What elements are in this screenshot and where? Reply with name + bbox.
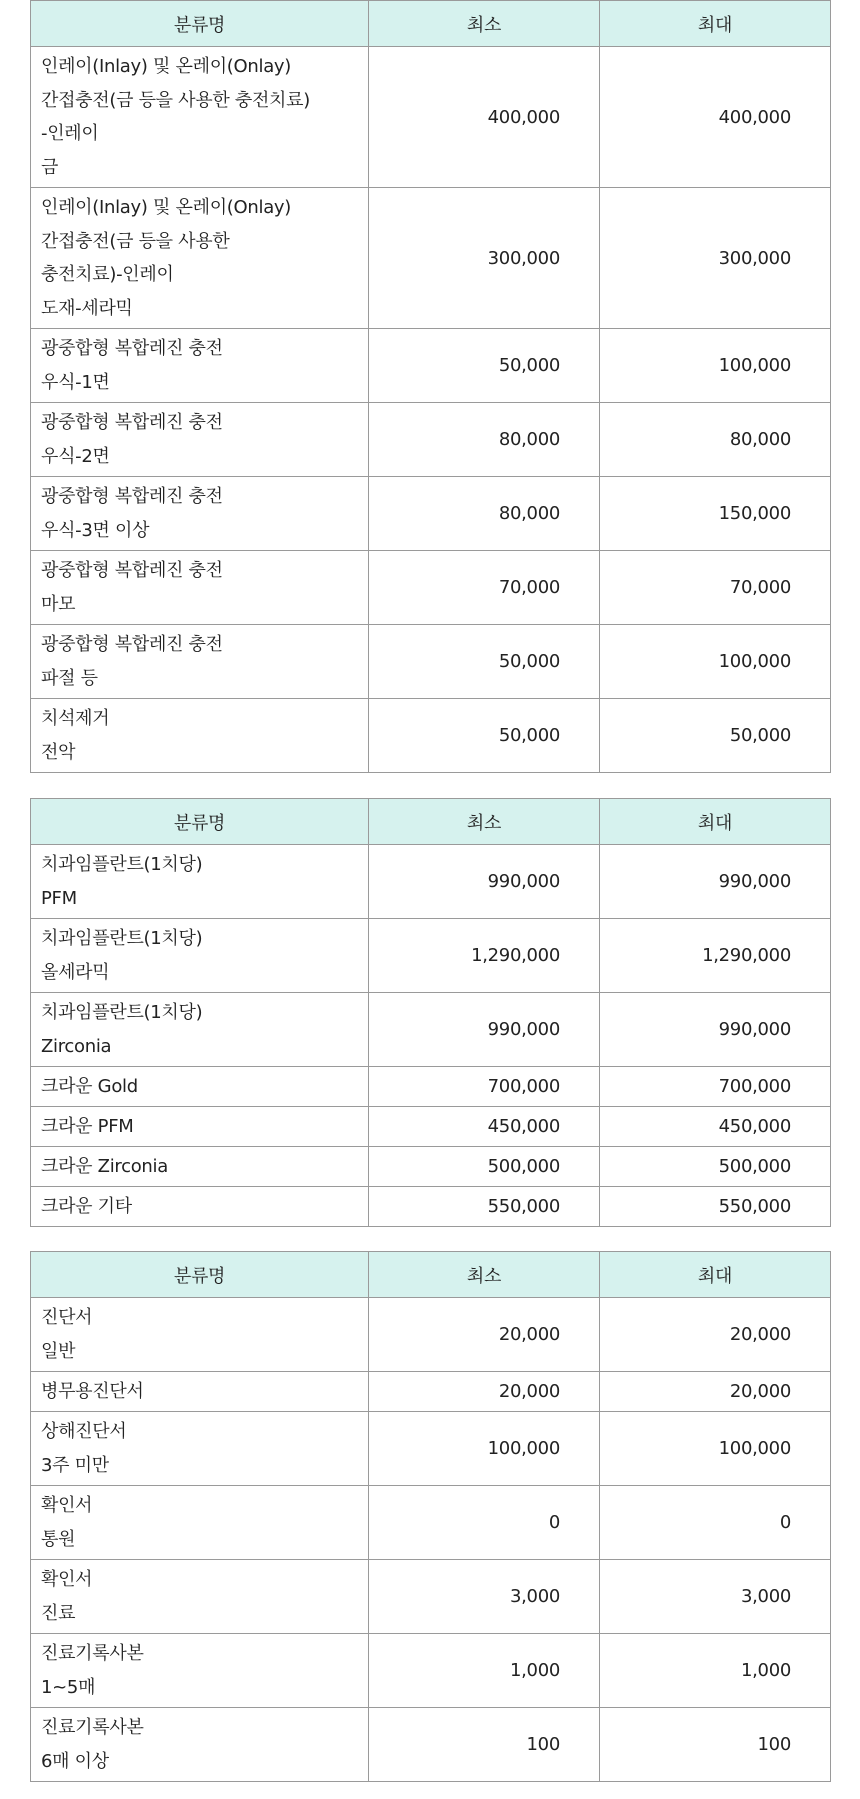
item-name: 광중합형 복합레진 충전 우식-1면: [31, 329, 369, 403]
table-row: [31, 477, 831, 551]
table-row: [31, 919, 831, 993]
item-max-price: 100,000: [600, 625, 831, 699]
header-max: 최대: [600, 1252, 831, 1298]
item-min-price: 550,000: [369, 1187, 600, 1227]
item-name: 진단서 일반: [31, 1298, 369, 1372]
item-max-price: 20,000: [600, 1298, 831, 1372]
item-min-price: 70,000: [369, 551, 600, 625]
item-min-price: 100,000: [369, 1412, 600, 1486]
header-name: 분류명: [31, 799, 369, 845]
table-row: [31, 1147, 831, 1187]
item-max-price: 990,000: [600, 845, 831, 919]
item-min-price: 990,000: [369, 845, 600, 919]
item-max-price: 100,000: [600, 1412, 831, 1486]
item-max-price: 450,000: [600, 1107, 831, 1147]
item-min-price: 1,000: [369, 1634, 600, 1708]
header-name: 분류명: [31, 1, 369, 47]
table-row: [31, 1486, 831, 1560]
table-row: [31, 1298, 831, 1372]
item-max-price: 80,000: [600, 403, 831, 477]
item-min-price: 3,000: [369, 1560, 600, 1634]
item-max-price: 20,000: [600, 1372, 831, 1412]
item-min-price: 50,000: [369, 625, 600, 699]
item-max-price: 100: [600, 1708, 831, 1782]
table-row: [31, 551, 831, 625]
table-header-row: [31, 1, 831, 47]
table-row: [31, 993, 831, 1067]
item-name: 광중합형 복합레진 충전 파절 등: [31, 625, 369, 699]
fee-table-implants-crowns: [30, 798, 831, 1227]
table-row: [31, 1634, 831, 1708]
item-min-price: 50,000: [369, 699, 600, 773]
item-name: 확인서 통원: [31, 1486, 369, 1560]
item-max-price: 3,000: [600, 1560, 831, 1634]
item-min-price: 400,000: [369, 47, 600, 188]
table-row: [31, 1560, 831, 1634]
table-header-row: [31, 799, 831, 845]
header-min: 최소: [369, 799, 600, 845]
table-row: [31, 1107, 831, 1147]
header-max: 최대: [600, 799, 831, 845]
header-min: 최소: [369, 1, 600, 47]
item-min-price: 20,000: [369, 1298, 600, 1372]
table-header-row: [31, 1252, 831, 1298]
item-name: 치과임플란트(1치당) 올세라믹: [31, 919, 369, 993]
item-min-price: 0: [369, 1486, 600, 1560]
header-max: 최대: [600, 1, 831, 47]
table-row: [31, 699, 831, 773]
item-max-price: 100,000: [600, 329, 831, 403]
item-name: 상해진단서 3주 미만: [31, 1412, 369, 1486]
item-max-price: 150,000: [600, 477, 831, 551]
table-row: [31, 1067, 831, 1107]
item-min-price: 50,000: [369, 329, 600, 403]
table-row: [31, 625, 831, 699]
item-name: 광중합형 복합레진 충전 우식-3면 이상: [31, 477, 369, 551]
item-name: 크라운 PFM: [31, 1107, 369, 1147]
item-max-price: 400,000: [600, 47, 831, 188]
item-min-price: 1,290,000: [369, 919, 600, 993]
item-name: 확인서 진료: [31, 1560, 369, 1634]
item-max-price: 1,290,000: [600, 919, 831, 993]
item-min-price: 80,000: [369, 477, 600, 551]
table-row: [31, 47, 831, 188]
item-min-price: 450,000: [369, 1107, 600, 1147]
item-min-price: 500,000: [369, 1147, 600, 1187]
item-max-price: 700,000: [600, 1067, 831, 1107]
item-max-price: 990,000: [600, 993, 831, 1067]
table-row: [31, 1708, 831, 1782]
item-name: 진료기록사본 1~5매: [31, 1634, 369, 1708]
item-name: 크라운 기타: [31, 1187, 369, 1227]
item-max-price: 0: [600, 1486, 831, 1560]
item-name: 크라운 Zirconia: [31, 1147, 369, 1187]
item-name: 치과임플란트(1치당) PFM: [31, 845, 369, 919]
table-row: [31, 1187, 831, 1227]
item-name: 크라운 Gold: [31, 1067, 369, 1107]
item-min-price: 20,000: [369, 1372, 600, 1412]
item-name: 인레이(Inlay) 및 온레이(Onlay) 간접충전(금 등을 사용한 충전치료)-인레이 도재-세라믹: [31, 188, 369, 329]
table-row: [31, 845, 831, 919]
item-min-price: 100: [369, 1708, 600, 1782]
item-max-price: 70,000: [600, 551, 831, 625]
item-name: 광중합형 복합레진 충전 우식-2면: [31, 403, 369, 477]
item-min-price: 80,000: [369, 403, 600, 477]
table-row: [31, 403, 831, 477]
table-row: [31, 1372, 831, 1412]
item-max-price: 50,000: [600, 699, 831, 773]
fee-table-fillings: [30, 0, 831, 773]
item-min-price: 990,000: [369, 993, 600, 1067]
table-row: [31, 188, 831, 329]
item-name: 치석제거 전악: [31, 699, 369, 773]
item-name: 병무용진단서: [31, 1372, 369, 1412]
item-name: 치과임플란트(1치당) Zirconia: [31, 993, 369, 1067]
item-min-price: 700,000: [369, 1067, 600, 1107]
table-row: [31, 329, 831, 403]
item-min-price: 300,000: [369, 188, 600, 329]
item-max-price: 550,000: [600, 1187, 831, 1227]
item-max-price: 500,000: [600, 1147, 831, 1187]
fee-table-certificates: [30, 1251, 831, 1782]
item-name: 진료기록사본 6매 이상: [31, 1708, 369, 1782]
header-min: 최소: [369, 1252, 600, 1298]
table-row: [31, 1412, 831, 1486]
header-name: 분류명: [31, 1252, 369, 1298]
item-name: 인레이(Inlay) 및 온레이(Onlay) 간접충전(금 등을 사용한 충전치료) -인레이 금: [31, 47, 369, 188]
item-name: 광중합형 복합레진 충전 마모: [31, 551, 369, 625]
item-max-price: 300,000: [600, 188, 831, 329]
item-max-price: 1,000: [600, 1634, 831, 1708]
